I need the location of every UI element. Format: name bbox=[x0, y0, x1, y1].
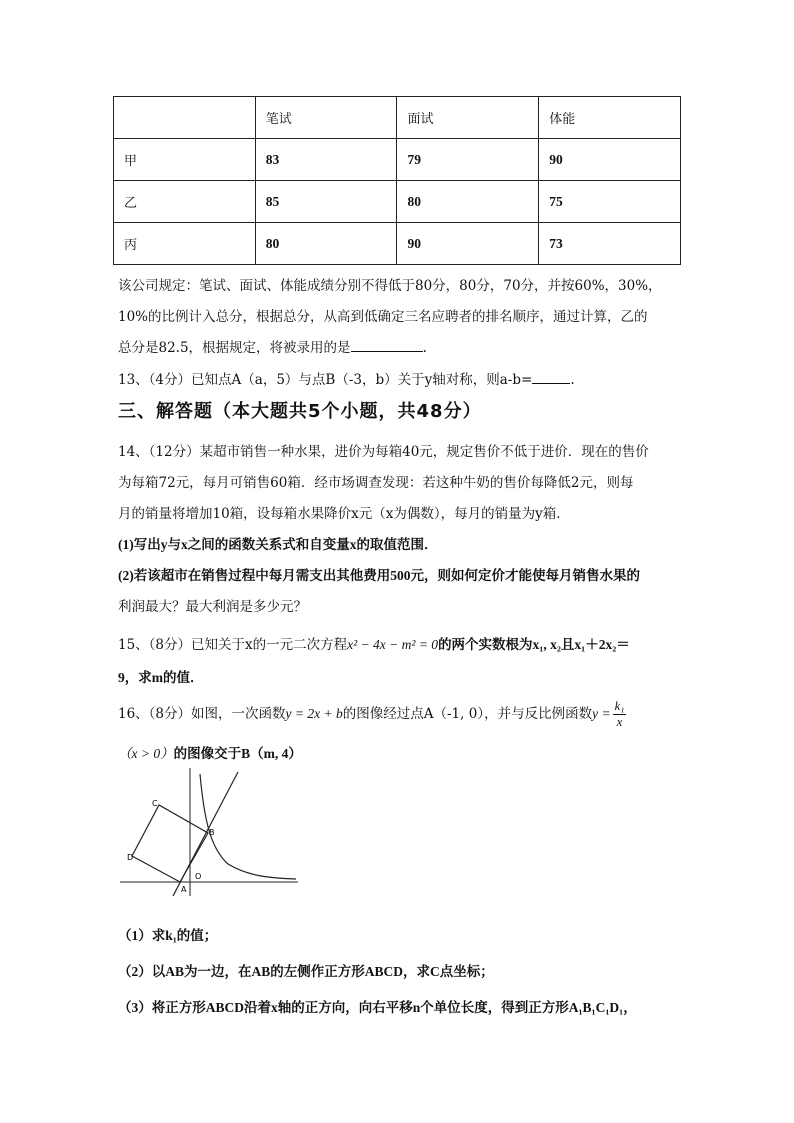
q14-line-3: 月的销量将增加10箱，设每箱水果降价x元（x为偶数），每月的销量为y箱． bbox=[118, 506, 570, 522]
label-b: B bbox=[209, 828, 215, 837]
q15-pre: 15、（8分）已知关于x的一元二次方程 bbox=[118, 637, 348, 653]
table-row bbox=[114, 139, 681, 181]
table-cell: 90 bbox=[539, 139, 681, 181]
q16-line-1 bbox=[118, 699, 628, 730]
q14-line-6: 利润最大？最大利润是多少元？ bbox=[118, 599, 307, 615]
section-heading: 三、解答题（本大题共5个小题，共48分） bbox=[118, 401, 482, 422]
q16-pre: 16、（8分）如图，一次函数 bbox=[118, 706, 286, 722]
q13-text: 13、（4分）已知点A（a，5）与点B（-3，b）关于y轴对称，则a-b= bbox=[118, 372, 533, 388]
table-cell: 73 bbox=[539, 223, 681, 265]
q13-end: . bbox=[570, 372, 575, 388]
inverse-fraction bbox=[613, 699, 627, 730]
q15-mid: 的两个实数根为x₁, x₂且x₁＋2x₂＝ bbox=[438, 637, 630, 652]
table-cell: 80 bbox=[255, 223, 397, 265]
q16-line-2 bbox=[118, 742, 302, 762]
table-header-cell: 面试 bbox=[397, 97, 539, 139]
applicant-name: 丙 bbox=[114, 223, 256, 265]
label-a: A bbox=[181, 885, 187, 894]
q16-linear: y = 2x + b bbox=[285, 706, 343, 721]
answer-blank[interactable] bbox=[351, 339, 423, 352]
q13 bbox=[118, 368, 575, 388]
q16-condition: （x > 0） bbox=[118, 746, 174, 761]
hyperbola-curve bbox=[200, 774, 296, 879]
q16-sub-3: （3）将正方形ABCD沿着x轴的正方向，向右平移n个单位长度，得到正方形A₁B₁C₁D₁， bbox=[118, 1000, 637, 1015]
q15-equation: x² − 4x − m² = 0 bbox=[347, 637, 439, 652]
table-row bbox=[114, 223, 681, 265]
q12-line-2: 10%的比例计入总分，根据总分，从高到低确定三名应聘者的排名顺序，通过计算，乙的 bbox=[118, 309, 648, 325]
table-header-cell: 体能 bbox=[539, 97, 681, 139]
q12-line-3 bbox=[118, 336, 427, 356]
table-cell: 90 bbox=[397, 223, 539, 265]
table-cell: 80 bbox=[397, 181, 539, 223]
table-header-cell bbox=[114, 97, 256, 139]
table-cell: 83 bbox=[255, 139, 397, 181]
q15-line-2: 9，求m的值． bbox=[118, 670, 204, 685]
q12-line-3-text: 总分是82.5，根据规定，将被录用的是 bbox=[118, 340, 351, 356]
q16-mid: 的图像经过点A（-1, 0），并与反比例函数 bbox=[342, 706, 593, 722]
table-header-cell: 笔试 bbox=[255, 97, 397, 139]
q12-line-1: 该公司规定：笔试、面试、体能成绩分别不得低于80分，80分，70分，并按60%，30%， bbox=[118, 278, 662, 294]
table-row bbox=[114, 181, 681, 223]
q16-sub-2: （2）以AB为一边，在AB的左侧作正方形ABCD，求C点坐标； bbox=[118, 964, 494, 979]
square-abcd bbox=[132, 805, 208, 882]
q14-line-1: 14、（12分）某超市销售一种水果，进价为每箱40元，规定售价不低于进价．现在的售价 bbox=[118, 444, 649, 460]
applicant-name: 乙 bbox=[114, 181, 256, 223]
label-c: C bbox=[152, 799, 158, 808]
q16-sub-1: （1）求k₁的值； bbox=[118, 928, 218, 943]
fraction-numerator: k₁ bbox=[614, 699, 625, 713]
table-cell: 79 bbox=[397, 139, 539, 181]
q14-part-2: (2)若该超市在销售过程中每月需支出其他费用500元，则如何定价才能使每月销售水果的 bbox=[118, 568, 640, 583]
function-graph-figure bbox=[118, 768, 300, 898]
table-header-row bbox=[114, 97, 681, 139]
q16-line-2-rest: 的图像交于B（m, 4） bbox=[173, 746, 302, 761]
table-cell: 75 bbox=[539, 181, 681, 223]
label-d: D bbox=[127, 853, 134, 862]
q16-frac-lhs: y = bbox=[592, 706, 611, 721]
q12-line-3-end: . bbox=[422, 340, 427, 356]
label-o: O bbox=[195, 872, 202, 881]
score-table bbox=[113, 96, 681, 265]
table-cell: 85 bbox=[255, 181, 397, 223]
q15-line-1 bbox=[118, 633, 630, 653]
q14-part-1: (1)写出y与x之间的函数关系式和自变量x的取值范围． bbox=[118, 537, 438, 552]
applicant-name: 甲 bbox=[114, 139, 256, 181]
answer-blank[interactable] bbox=[532, 371, 570, 384]
fraction-denominator: x bbox=[616, 715, 623, 729]
q14-line-2: 为每箱72元，每月可销售60箱．经市场调查发现：若这种牛奶的售价每降低2元，则每 bbox=[118, 475, 634, 491]
